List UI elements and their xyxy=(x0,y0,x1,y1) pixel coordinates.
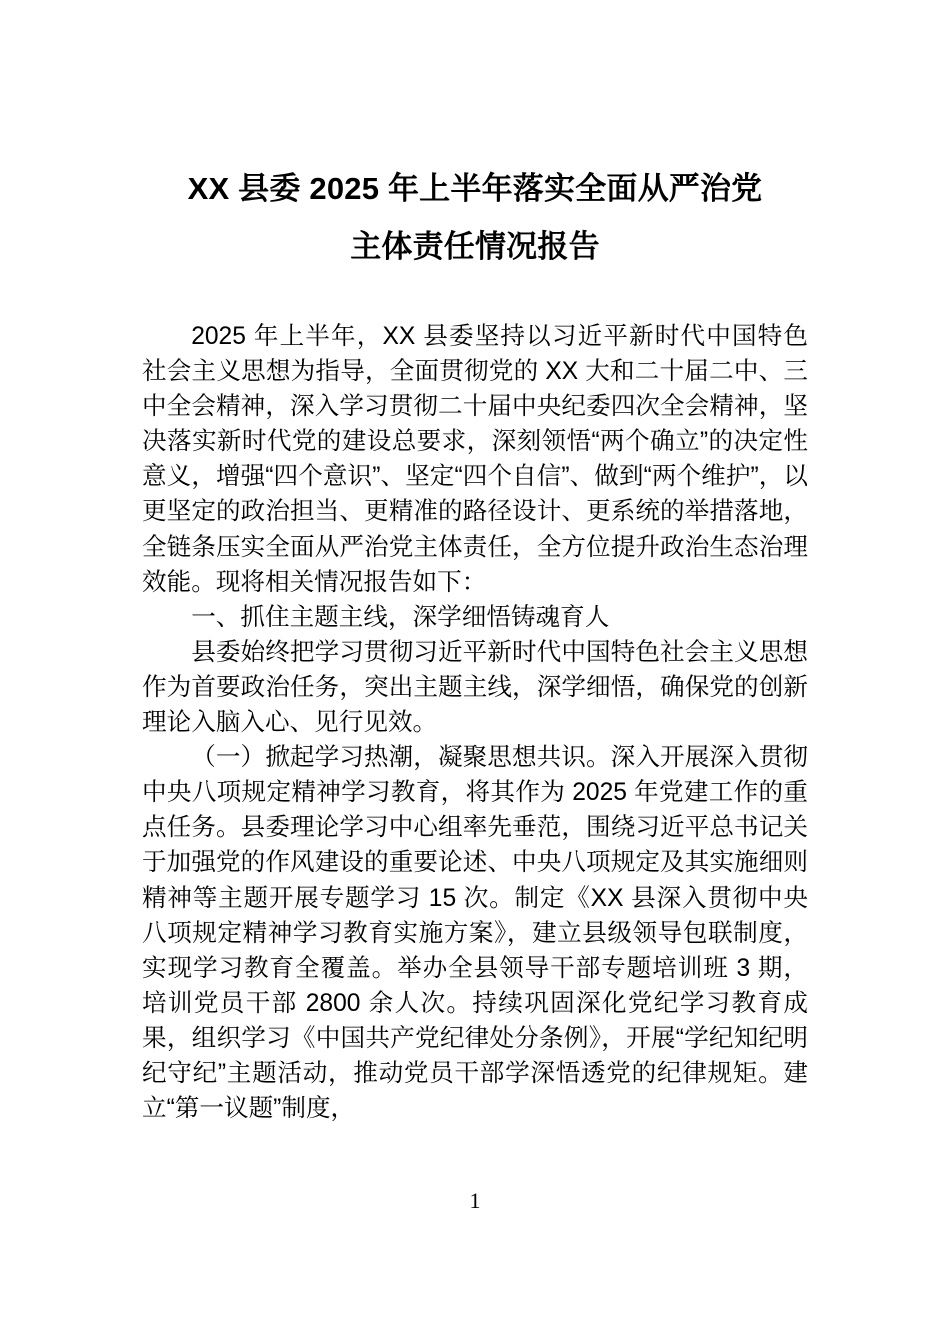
page-title xyxy=(142,0,808,273)
paragraph-section-1-item-1 xyxy=(142,740,808,1126)
page-content xyxy=(142,0,808,1126)
paragraph-opening xyxy=(142,319,808,600)
title-line-1: XX 县委 2025 年上半年落实全面从严治党 xyxy=(187,171,763,206)
paragraph-section-1-intro-text: 县委始终把学习贯彻习近平新时代中国特色社会主义思想作为首要政治任务，突出主题主线，深学细悟，确保党的创新理论入脑入心、见行见效。 xyxy=(142,638,808,737)
section-heading-1 xyxy=(142,600,808,635)
paragraph-section-1-item-1-text: （一）掀起学习热潮，凝聚思想共识。深入开展深入贯彻中央八项规定精神学习教育，将其作为 2025 年党建工作的重点任务。县委理论学习中心组率先垂范，围绕习近平总书记关于加强党的作风建设的重要论述、中央八项规定及其实施细则精神等主题开展专题学习 15 次。制定《XX 县深入贯彻中央八项规定精神学习教育实施方案》，建立县级领导包联制度，实现学习教育全覆盖。举办全县领导干部专题培训班 3 期，培训党员干部 2800 余人次。持续巩固深化党纪学习教育成果，组织学习《中国共产党纪律处分条例》，开展“学纪知纪明纪守纪”主题活动，推动党员干部学深悟透党的纪律规矩。建立“第一议题”制度， xyxy=(142,744,808,1123)
paragraph-section-1-intro xyxy=(142,635,808,740)
title-line-2: 主体责任情况报告 xyxy=(350,229,600,264)
section-heading-1-text: 一、抓住主题主线，深学细悟铸魂育人 xyxy=(191,603,610,631)
body-text xyxy=(142,319,808,1126)
paragraph-opening-text: 2025 年上半年，XX 县委坚持以习近平新时代中国特色社会主义思想为指导，全面贯彻党的 XX 大和二十届二中、三中全会精神，深入学习贯彻二十届中央纪委四次全会精神，坚决落实新时代党的建设总要求，深刻领悟“两个确立”的决定性意义，增强“四个意识”、坚定“四个自信”、做到“两个维护”，以更坚定的政治担当、更精准的路径设计、更系统的举措落地，全链条压实全面从严治党主体责任，全方位提升政治生态治理效能。现将相关情况报告如下： xyxy=(142,323,808,596)
page-number: 1 xyxy=(469,1188,481,1213)
